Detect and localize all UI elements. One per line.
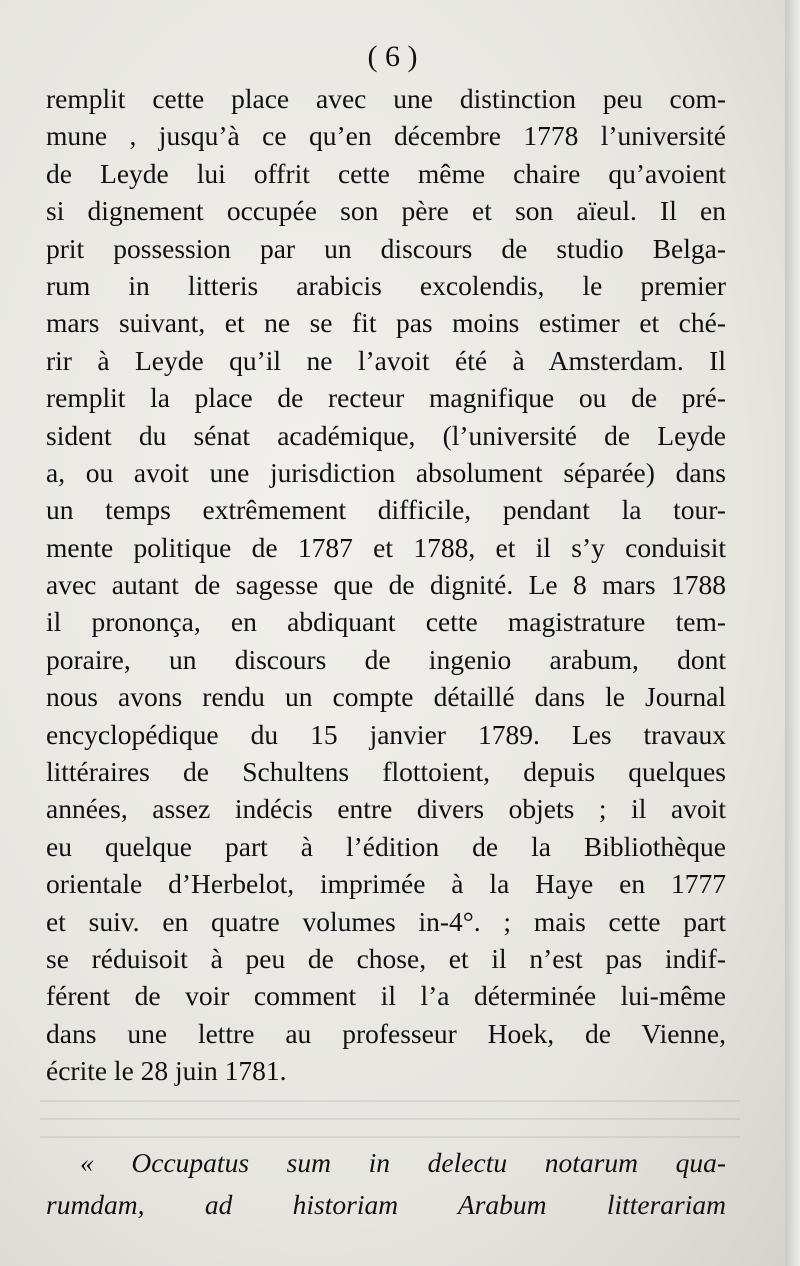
body-line: férent de voir comment il l’a déterminée lui-même [46,980,726,1012]
body-line: il prononça, en abdiquant cette magistrature tem- [46,606,726,638]
body-line: prit possession par un discours de studio Belga- [46,232,726,264]
body-line: années, assez indécis entre divers objets ; il avoit [46,793,726,825]
body-text [46,80,726,1090]
show-through-bleed [40,1090,740,1140]
body-line: mente politique de 1787 et 1788, et il s’y conduisit [46,531,726,563]
body-line: avec autant de sagesse que de dignité. Le 8 mars 1788 [46,569,726,601]
body-line: remplit cette place avec une distinction peu com- [46,83,726,114]
body-line: si dignement occupée son père et son aïeul. Il en [46,195,726,227]
body-line: écrite le 28 juin 1781. [46,1055,287,1087]
body-line: de Leyde lui offrit cette même chaire qu’avoient [46,157,726,189]
body-line: poraire, un discours de ingenio arabum, dont [46,643,726,675]
body-line: encyclopédique du 15 janvier 1789. Les travaux [46,718,726,750]
body-line: nous avons rendu un compte détaillé dans le Journal [46,681,726,713]
body-line: orientale d’Herbelot, imprimée à la Haye en 1777 [46,868,726,900]
body-line: rir à Leyde qu’il ne l’avoit été à Amsterdam. Il [46,344,726,376]
body-line: et suiv. en quatre volumes in-4°. ; mais cette part [46,905,726,937]
body-line: remplit la place de recteur magnifique ou de pré- [46,382,726,414]
body-line: un temps extrêmement difficile, pendant la tour- [46,494,726,526]
body-line: se réduisoit à peu de chose, et il n’est pas indif- [46,942,726,974]
body-line: mars suivant, et ne se fit pas moins estimer et ché- [46,307,726,339]
page-number: ( 6 ) [367,40,418,73]
quote-line: « Occupatus sum in delectu notarum qua- [80,1147,726,1178]
body-line: a, ou avoit une jurisdiction absolument séparée) dans [46,456,726,488]
body-line: littéraires de Schultens flottoient, depuis quelques [46,756,726,788]
body-line: eu quelque part à l’édition de la Bibliothèque [46,830,726,862]
page-edge-shadow [785,0,800,1266]
body-line: mune , jusqu’à ce qu’en décembre 1778 l’université [46,120,726,152]
body-line: rum in litteris arabicis excolendis, le premier [46,269,726,301]
body-line: dans une lettre au professeur Hoek, de Vienne, [46,1017,726,1049]
latin-quotation [46,1142,726,1226]
body-line: sident du sénat académique, (l’université de Leyde [46,419,726,451]
quote-line: rumdam, ad historiam Arabum litterariam [46,1189,726,1220]
